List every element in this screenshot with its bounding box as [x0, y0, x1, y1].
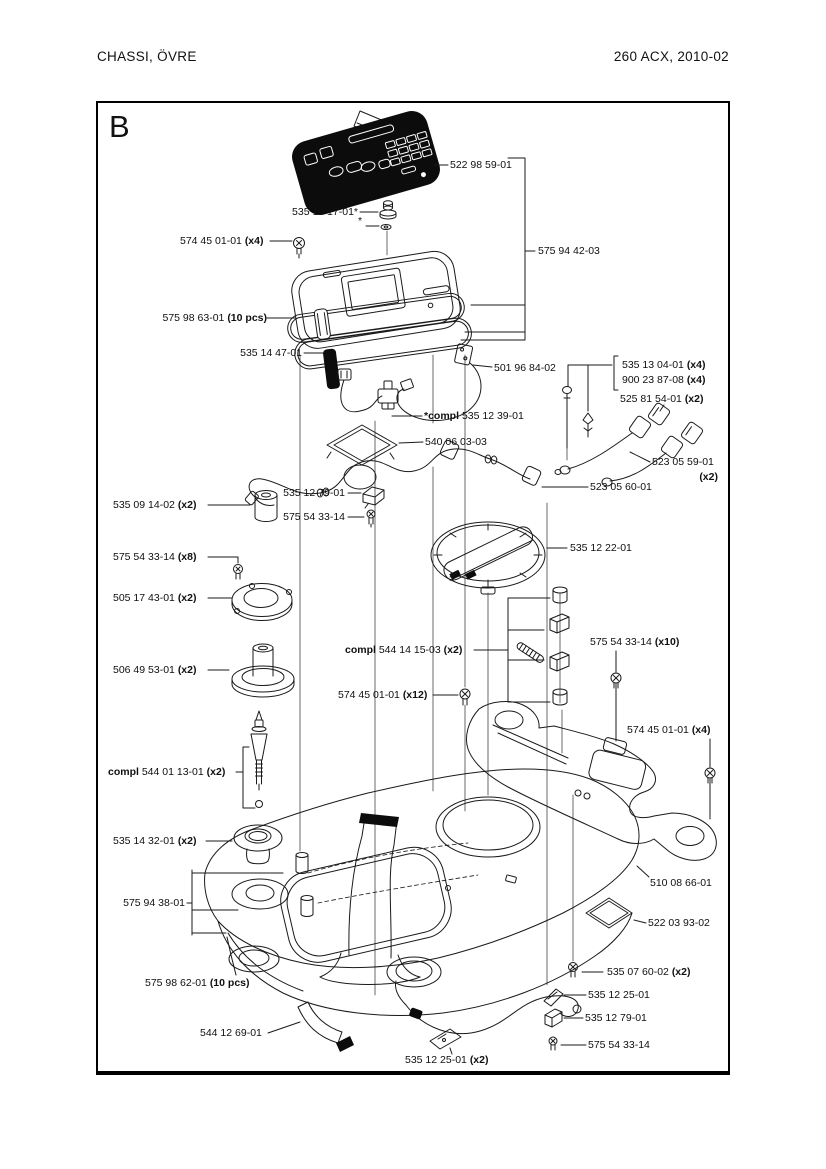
part-label-num: 525 81 54-01 — [620, 393, 685, 405]
part-label — [113, 835, 197, 847]
part-label — [494, 362, 556, 374]
part-label-num: 900 23 87-08 — [622, 374, 687, 386]
part-label-num: 523 05 59-01 — [652, 456, 714, 468]
part-label — [258, 206, 358, 218]
part-label-num: 575 54 33-14 — [283, 511, 345, 523]
part-label — [235, 347, 302, 359]
part-label — [113, 592, 197, 604]
part-label — [627, 724, 711, 736]
part-label — [338, 689, 427, 701]
part-label-num: 510 08 66-01 — [650, 877, 712, 889]
part-label — [668, 471, 718, 483]
part-label-num: 535 12 25-01 — [405, 1054, 470, 1066]
part-label-num: 575 94 38-01 — [123, 897, 185, 909]
part-label-num: * — [358, 215, 363, 227]
part-label-qty: (x10) — [654, 636, 680, 648]
part-label — [118, 897, 185, 909]
part-label-qty: (x2) — [177, 592, 197, 604]
part-label-num: 575 94 42-03 — [538, 245, 600, 257]
part-label-num: 535 12 25-01 — [588, 989, 650, 1001]
part-label-num: 535 14 32-01 — [113, 835, 178, 847]
part-label-qty: (x2) — [177, 499, 197, 511]
part-label-qty: (10 pcs) — [209, 977, 250, 989]
part-label — [622, 374, 706, 386]
part-label — [108, 766, 225, 778]
part-label — [200, 1027, 262, 1039]
page-title: CHASSI, ÖVRE — [97, 49, 197, 64]
part-label — [585, 1012, 647, 1024]
part-label-num: 522 98 59-01 — [450, 159, 512, 171]
part-label-num: 575 98 63-01 — [162, 312, 228, 324]
part-label — [245, 511, 345, 523]
part-label-num: 574 45 01-01 — [338, 689, 403, 701]
part-label-num: 535 14 47-01 — [240, 347, 302, 359]
part-label-pre: compl — [108, 766, 142, 778]
part-label — [607, 966, 691, 978]
part-label-qty: (x2) — [671, 966, 691, 978]
part-label-num: 575 54 33-14 — [590, 636, 655, 648]
part-label — [622, 359, 706, 371]
part-label-qty: (x12) — [402, 689, 428, 701]
part-label-qty: (x2) — [684, 393, 704, 405]
part-label — [588, 1039, 650, 1051]
part-label — [538, 245, 600, 257]
part-label-qty: (x2) — [443, 644, 463, 656]
part-label — [424, 410, 524, 422]
part-label — [245, 487, 345, 499]
part-label — [652, 456, 714, 468]
part-label-num: 522 03 93-02 — [648, 917, 710, 929]
part-label-num: 574 45 01-01 — [627, 724, 692, 736]
part-label-num: 575 98 62-01 — [145, 977, 210, 989]
part-label-num: 535 12 39-01 — [461, 410, 524, 422]
part-label-num: 575 54 33-14 — [588, 1039, 650, 1051]
part-label-num: 523 05 60-01 — [590, 481, 652, 493]
part-label-qty: (x2) — [177, 664, 197, 676]
part-label — [570, 542, 632, 554]
part-label — [620, 393, 704, 405]
part-label-qty: (x4) — [691, 724, 711, 736]
part-label-qty: (x2) — [177, 835, 197, 847]
part-label — [425, 436, 487, 448]
part-label — [113, 499, 197, 511]
part-label-num: 540 06 03-03 — [425, 436, 487, 448]
part-label — [405, 1054, 489, 1066]
part-label-num: 544 14 15-03 — [378, 644, 444, 656]
part-label — [145, 977, 250, 989]
part-label-num: 535 07 60-02 — [607, 966, 672, 978]
part-labels-layer — [98, 103, 728, 1071]
part-label — [180, 235, 264, 247]
part-label-qty: (x4) — [244, 235, 264, 247]
diagram-frame — [96, 101, 730, 1075]
part-label-num: 544 12 69-01 — [200, 1027, 262, 1039]
part-label-qty: (x4) — [686, 359, 706, 371]
part-label-qty: (x4) — [686, 374, 706, 386]
part-label-pre: compl — [345, 644, 379, 656]
part-label-qty: (x8) — [177, 551, 197, 563]
part-label — [588, 989, 650, 1001]
part-label-num: 544 01 13-01 — [141, 766, 207, 778]
part-label — [358, 215, 362, 227]
part-label-num: 575 54 33-14 — [113, 551, 178, 563]
part-label — [590, 636, 679, 648]
part-label-num: 505 17 43-01 — [113, 592, 178, 604]
part-label — [450, 159, 512, 171]
part-label-num: 535 09 14-02 — [113, 499, 178, 511]
part-label — [113, 664, 197, 676]
model-reference: 260 ACX, 2010-02 — [613, 49, 729, 64]
part-label-num: 574 45 01-01 — [180, 235, 245, 247]
part-label-qty: (x2) — [206, 766, 226, 778]
part-label-num: 535 12 79-01 — [283, 487, 345, 499]
part-label-num: 535 10 17-01* — [292, 206, 358, 218]
part-label-num: 501 96 84-02 — [494, 362, 556, 374]
part-label — [650, 877, 712, 889]
part-label-num: 535 12 22-01 — [570, 542, 632, 554]
part-label-num: 506 49 53-01 — [113, 664, 178, 676]
figure-letter: B — [109, 109, 130, 144]
part-label — [155, 312, 267, 324]
part-label-num: 535 13 04-01 — [622, 359, 687, 371]
part-label — [113, 551, 197, 563]
part-label — [590, 481, 652, 493]
part-label — [345, 644, 462, 656]
part-label-num: 535 12 79-01 — [585, 1012, 647, 1024]
part-label-qty: (10 pcs) — [227, 312, 267, 324]
part-label-qty: (x2) — [699, 471, 718, 483]
part-label-qty: (x2) — [469, 1054, 489, 1066]
part-label-pre: *compl — [424, 410, 462, 422]
part-label — [648, 917, 710, 929]
